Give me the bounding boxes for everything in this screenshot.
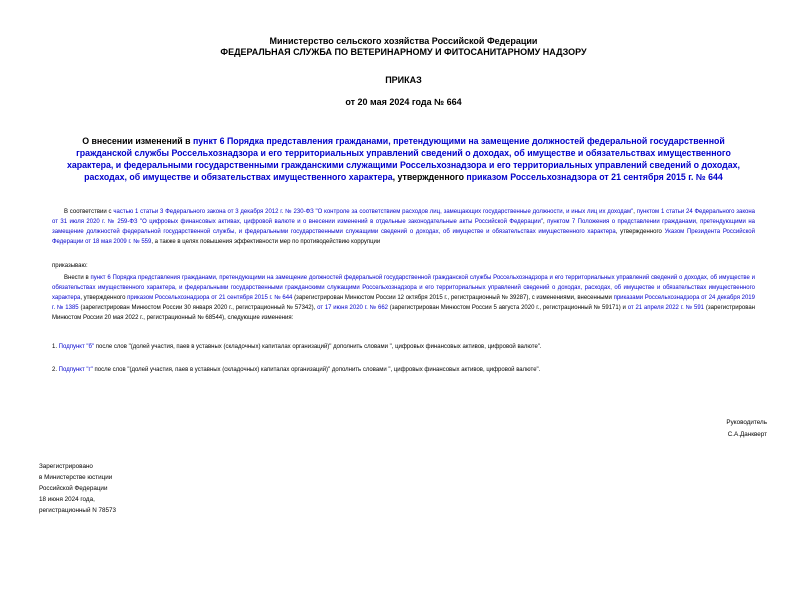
main-link-order-644[interactable]: приказом Россельхознадзора от 21 сентября 2015 г. № 644 xyxy=(127,295,293,301)
main-link-order-1385[interactable]: приказами Россельхознадзора от 24 декабря 2019 г. № 1385 xyxy=(52,295,755,311)
registration-line: в Министерстве юстиции xyxy=(39,474,113,481)
title-text-2: , утвержденного xyxy=(392,172,467,182)
main-text-6: (зарегистрирован Минюстом России 20 мая 2022 г., регистрационный № 68544), следующие изменения: xyxy=(52,305,755,321)
preamble-link-law-230[interactable]: частью 1 статьи 3 Федерального закона от 3 декабря 2012 г. № 230-ФЗ "О контроле за соответствием расходов лиц, замещающих государственные должности, и иных лиц их доходам" xyxy=(113,209,634,215)
main-text-4: (зарегистрирован Минюстом России 30 января 2020 г., регистрационный № 57342), xyxy=(78,305,318,311)
registration-line: 18 июня 2024 года, xyxy=(39,496,95,503)
main-link-order-662[interactable]: от 17 июня 2020 г. № 662 xyxy=(317,305,388,311)
signature-block xyxy=(726,417,767,441)
orders-word: приказываю: xyxy=(52,263,88,269)
document-type: ПРИКАЗ xyxy=(385,75,422,85)
preamble-link-decree-559[interactable]: Указом Президента Российской Федерации от 18 мая 2009 г. № 559 xyxy=(52,229,755,245)
item-text: после слов "(долей участия, паев в уставных (складочных) капиталах организаций)" дополнить словами ", цифровых финансовых активов, цифровой валюте". xyxy=(92,367,541,373)
service-name: ФЕДЕРАЛЬНАЯ СЛУЖБА ПО ВЕТЕРИНАРНОМУ И ФИТОСАНИТАРНОМУ НАДЗОРУ xyxy=(220,47,587,57)
item-number: 2. xyxy=(52,367,59,373)
preamble-text-1: В соответствии с xyxy=(64,209,114,215)
preamble-paragraph xyxy=(52,207,755,247)
preamble-text-4: , утвержденного xyxy=(615,229,665,235)
preamble-link-regulation[interactable]: пунктом 7 Положения о представлении гражданами, претендующими на замещение должностей федеральной государственной службы, и федеральными государственными служащими сведений о доходах, об имуществе и обязательствах имущественного характера xyxy=(52,219,755,235)
title-text-1: О внесении изменений в xyxy=(82,136,193,146)
preamble-text-2: , xyxy=(633,209,637,215)
item-text: после слов "(долей участия, паев в уставных (складочных) капиталах организаций)" дополнить словами ", цифровых финансовых активов, цифровой валюте". xyxy=(94,344,542,350)
registration-block xyxy=(39,461,116,516)
document-title xyxy=(52,135,755,183)
document-date-number: от 20 мая 2024 года № 664 xyxy=(345,97,462,107)
preamble-text-3: , xyxy=(542,219,548,225)
title-link-procedure[interactable]: пункт 6 Порядка представления гражданами, претендующими на замещение должностей федеральной государственной гражданской службы Россельхознадзора и его территориальных управлений сведений о доходах, об имуществе и обязательствах имущественного характера, и федеральными государственными гражданскими служащими Россельхознадзора и его территориальных управлений сведений о доходах, расходах, об имуществе и обязательствах имущественного характера xyxy=(67,136,740,182)
registration-line: регистрационный N 78573 xyxy=(39,507,117,514)
item-link-subparagraph-b[interactable]: Подпункт "б" xyxy=(58,344,95,350)
list-item xyxy=(52,342,755,352)
title-link-order-644[interactable]: приказом Россельхознадзора от 21 сентября 2015 г. № 644 xyxy=(466,172,723,182)
signature-role: Руководитель xyxy=(726,419,767,426)
main-text-1: Внести в xyxy=(64,275,91,281)
preamble-text-5: , а также в целях повышения эффективности мер по противодействию коррупции xyxy=(151,239,381,245)
registration-line: Российской Федерации xyxy=(39,485,108,492)
main-paragraph xyxy=(52,273,755,323)
signature-name: С.А.Данкверт xyxy=(727,431,767,438)
registration-line: Зарегистрировано xyxy=(39,463,93,470)
main-link-order-591[interactable]: от 21 апреля 2022 г. № 591 xyxy=(627,305,705,311)
ministry-name: Министерство сельского хозяйства Российской Федерации xyxy=(269,36,538,46)
item-link-subparagraph-g[interactable]: Подпункт "г" xyxy=(58,367,93,373)
list-item xyxy=(52,365,755,375)
item-number: 1. xyxy=(52,344,59,350)
main-text-3: (зарегистрирован Минюстом России 12 октября 2015 г., регистрационный № 39287), с изменениями, внесенными xyxy=(292,295,614,301)
document-page xyxy=(0,36,807,607)
main-text-2: , утвержденного xyxy=(80,295,128,301)
main-text-5: (зарегистрирован Минюстом России 5 августа 2020 г., регистрационный № 59171) и xyxy=(388,305,628,311)
main-link-procedure[interactable]: пункт 6 Порядка представления гражданами, претендующими на замещение должностей федеральной государственной гражданской службы Россельхознадзора и его территориальных управлений сведений о доходах, об имуществе и обязательствах имущественного характера, и федеральными государственными гражданскими служащими Россельхознадзора и его территориальных управлений сведений о доходах, расходах, об имуществе и обязательствах имущественного характера xyxy=(52,275,756,301)
preamble-link-law-259[interactable]: пунктом 1 статьи 24 Федерального закона от 31 июля 2020 г. № 259-ФЗ "О цифровых финансовых активах, цифровой валюте и о внесении изменений в отдельные законодательные акты Российской Федерации" xyxy=(52,209,756,225)
